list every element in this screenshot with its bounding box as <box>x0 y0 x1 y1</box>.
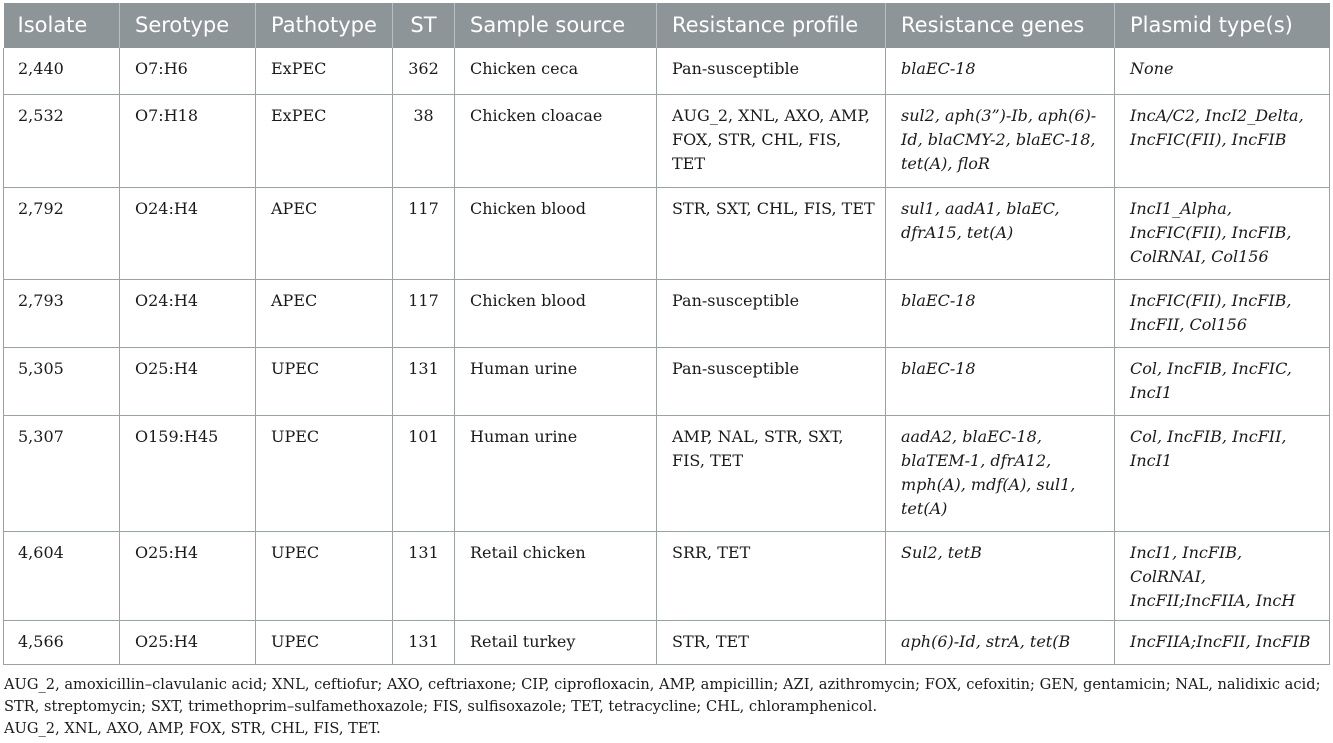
cell-isolate: 2,532 <box>4 94 120 187</box>
table-row <box>4 187 1330 279</box>
cell-plasmid-types: IncFIIA;IncFII, IncFIB <box>1115 620 1330 664</box>
table-row <box>4 620 1330 664</box>
cell-pathotype: UPEC <box>256 531 393 620</box>
cell-serotype: O25:H4 <box>120 347 256 415</box>
isolates-table <box>3 3 1330 665</box>
cell-pathotype: UPEC <box>256 620 393 664</box>
cell-sample-source: Human urine <box>455 415 657 531</box>
cell-resistance-genes: blaEC-18 <box>886 347 1115 415</box>
cell-resistance-profile: AMP, NAL, STR, SXT, FIS, TET <box>657 415 886 531</box>
cell-serotype: O25:H4 <box>120 620 256 664</box>
cell-serotype: O25:H4 <box>120 531 256 620</box>
cell-plasmid-types: IncA/C2, IncI2_Delta, IncFIC(FII), IncFIB <box>1115 94 1330 187</box>
cell-st: 131 <box>393 347 455 415</box>
header-resistance-profile: Resistance profile <box>657 3 886 48</box>
cell-serotype: O7:H6 <box>120 48 256 94</box>
table-row <box>4 94 1330 187</box>
cell-serotype: O24:H4 <box>120 279 256 347</box>
cell-resistance-genes: Sul2, tetB <box>886 531 1115 620</box>
cell-st: 117 <box>393 187 455 279</box>
cell-resistance-profile: AUG_2, XNL, AXO, AMP, FOX, STR, CHL, FIS, TET <box>657 94 886 187</box>
cell-sample-source: Chicken ceca <box>455 48 657 94</box>
cell-isolate: 5,305 <box>4 347 120 415</box>
cell-plasmid-types: IncFIC(FII), IncFIB, IncFII, Col156 <box>1115 279 1330 347</box>
cell-resistance-profile: Pan-susceptible <box>657 279 886 347</box>
header-sample-source: Sample source <box>455 3 657 48</box>
cell-pathotype: UPEC <box>256 415 393 531</box>
cell-resistance-genes: blaEC-18 <box>886 48 1115 94</box>
cell-sample-source: Chicken blood <box>455 187 657 279</box>
cell-pathotype: APEC <box>256 187 393 279</box>
cell-serotype: O24:H4 <box>120 187 256 279</box>
cell-st: 131 <box>393 620 455 664</box>
cell-sample-source: Human urine <box>455 347 657 415</box>
cell-plasmid-types: Col, IncFIB, IncFII, IncI1 <box>1115 415 1330 531</box>
cell-resistance-genes: sul2, aph(3”)-Ib, aph(6)-Id, blaCMY-2, blaEC-18, tet(A), floR <box>886 94 1115 187</box>
cell-st: 362 <box>393 48 455 94</box>
header-st: ST <box>393 3 455 48</box>
cell-resistance-genes: blaEC-18 <box>886 279 1115 347</box>
cell-isolate: 2,792 <box>4 187 120 279</box>
table-row <box>4 531 1330 620</box>
cell-isolate: 4,604 <box>4 531 120 620</box>
cell-st: 38 <box>393 94 455 187</box>
table-row <box>4 279 1330 347</box>
table-row <box>4 347 1330 415</box>
cell-sample-source: Chicken blood <box>455 279 657 347</box>
cell-resistance-genes: sul1, aadA1, blaEC, dfrA15, tet(A) <box>886 187 1115 279</box>
cell-serotype: O159:H45 <box>120 415 256 531</box>
cell-st: 117 <box>393 279 455 347</box>
cell-resistance-profile: SRR, TET <box>657 531 886 620</box>
header-resistance-genes: Resistance genes <box>886 3 1115 48</box>
footnote-profile-list: AUG_2, XNL, AXO, AMP, FOX, STR, CHL, FIS, TET. <box>4 720 381 737</box>
table-row <box>4 415 1330 531</box>
cell-sample-source: Chicken cloacae <box>455 94 657 187</box>
cell-pathotype: ExPEC <box>256 94 393 187</box>
cell-plasmid-types: None <box>1115 48 1330 94</box>
cell-isolate: 4,566 <box>4 620 120 664</box>
header-isolate: Isolate <box>17 13 88 37</box>
table-footnotes <box>4 674 1330 740</box>
cell-pathotype: APEC <box>256 279 393 347</box>
cell-serotype: O7:H18 <box>120 94 256 187</box>
cell-sample-source: Retail chicken <box>455 531 657 620</box>
footnote-abbreviations-line-1: AUG_2, amoxicillin–clavulanic acid; XNL, ceftiofur; AXO, ceftriaxone; CIP, ciprofloxacin, AMP, ampicillin; AZI, azithromycin; FOX, cefoxitin; GEN, gentamicin; NAL, nalidixic acid; <box>4 676 1321 693</box>
cell-st: 131 <box>393 531 455 620</box>
cell-st: 101 <box>393 415 455 531</box>
results-table-container <box>3 3 1329 665</box>
footnote-abbreviations-line-2: STR, streptomycin; SXT, trimethoprim–sulfamethoxazole; FIS, sulfisoxazole; TET, tetracycline; CHL, chloramphenicol. <box>4 698 878 715</box>
cell-plasmid-types: Col, IncFIB, IncFIC, IncI1 <box>1115 347 1330 415</box>
table-row <box>4 48 1330 94</box>
table-header-row <box>4 3 1330 48</box>
cell-sample-source: Retail turkey <box>455 620 657 664</box>
cell-plasmid-types: IncI1, IncFIB, ColRNAI, IncFII;IncFIIA, IncH <box>1115 531 1330 620</box>
cell-resistance-genes: aph(6)-Id, strA, tet(B <box>886 620 1115 664</box>
cell-resistance-profile: Pan-susceptible <box>657 347 886 415</box>
cell-plasmid-types: IncI1_Alpha, IncFIC(FII), IncFIB, ColRNAI, Col156 <box>1115 187 1330 279</box>
cell-pathotype: UPEC <box>256 347 393 415</box>
cell-resistance-profile: STR, SXT, CHL, FIS, TET <box>657 187 886 279</box>
header-plasmid-types: Plasmid type(s) <box>1115 3 1330 48</box>
header-serotype: Serotype <box>120 3 256 48</box>
cell-pathotype: ExPEC <box>256 48 393 94</box>
cell-isolate: 5,307 <box>4 415 120 531</box>
cell-resistance-profile: Pan-susceptible <box>657 48 886 94</box>
cell-isolate: 2,793 <box>4 279 120 347</box>
cell-resistance-genes: aadA2, blaEC-18, blaTEM-1, dfrA12, mph(A), mdf(A), sul1, tet(A) <box>886 415 1115 531</box>
cell-isolate: 2,440 <box>4 48 120 94</box>
header-pathotype: Pathotype <box>256 3 393 48</box>
cell-resistance-profile: STR, TET <box>657 620 886 664</box>
